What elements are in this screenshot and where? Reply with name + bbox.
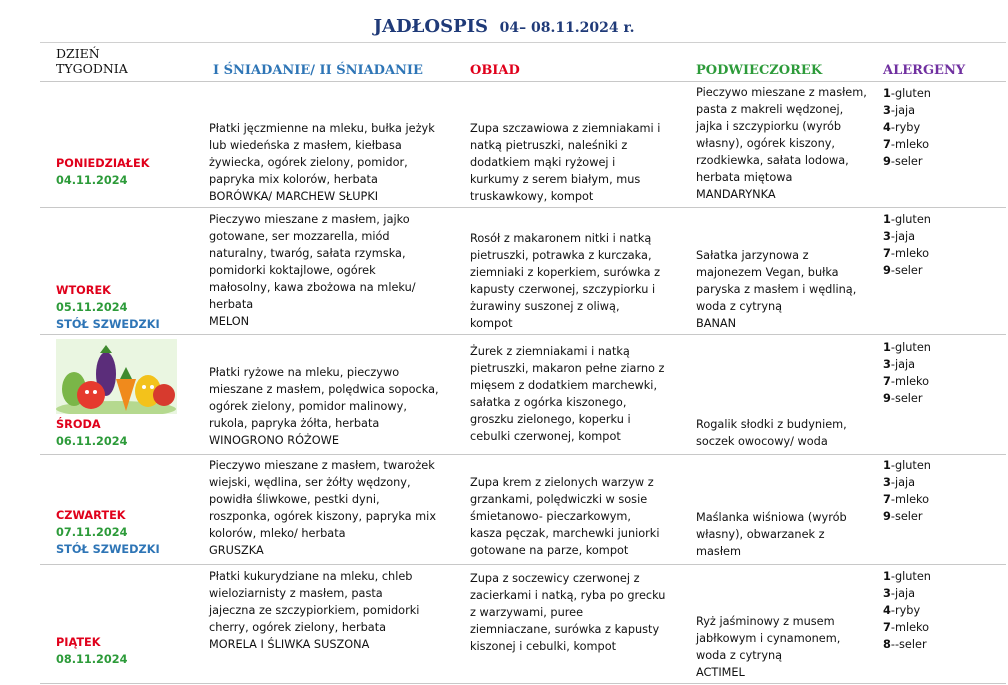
day-name: CZWARTEK <box>56 509 126 522</box>
snack-cell-line: własny), ogórek kiszony, <box>696 137 836 150</box>
allergen-name: -mleko <box>890 138 930 151</box>
breakfast-cell <box>209 211 416 330</box>
day-date: 08.11.2024 <box>56 653 128 666</box>
day-row-tuesday <box>40 208 1006 335</box>
allergen-name: -jaja <box>890 587 916 600</box>
lunch-cell-line: kapusty czerwonej, szczypiorku i <box>470 283 656 296</box>
allergen-item <box>883 373 931 390</box>
lunch-cell-line: kompot <box>470 317 513 330</box>
day-name: WTOREK <box>56 284 111 297</box>
lunch-cell <box>470 230 660 332</box>
allergen-item <box>883 339 931 356</box>
table-header <box>40 42 1006 82</box>
day-date: 06.11.2024 <box>56 435 128 448</box>
allergen-item <box>883 585 931 602</box>
allergen-item <box>883 85 931 102</box>
breakfast-cell-line: herbata <box>209 298 254 311</box>
header-day-line1: DZIEŃ <box>56 46 100 61</box>
breakfast-cell-line: MELON <box>209 315 250 328</box>
lunch-cell-line: cebulki czerwonej, kompot <box>470 430 621 443</box>
breakfast-cell-line: cherry, ogórek zielony, herbata <box>209 621 387 634</box>
lunch-cell-line: grzankami, polędwiczki w sosie <box>470 493 648 506</box>
allergen-number: 8 <box>883 638 891 651</box>
breakfast-cell-line: małosolny, kawa zbożowa na mleku/ <box>209 281 416 294</box>
allergen-name: -jaja <box>890 230 916 243</box>
snack-cell <box>696 247 856 332</box>
allergen-name: -seler <box>890 155 923 168</box>
snack-cell-line: soczek owocowy/ woda <box>696 435 828 448</box>
lunch-cell-line: z warzywami, puree <box>470 606 584 619</box>
lunch-cell-line: Żurek z ziemniakami i natką <box>470 345 630 358</box>
snack-cell-line: jabłkowym i cynamonem, <box>696 632 841 645</box>
allergen-item <box>883 153 931 170</box>
snack-cell-line: ACTIMEL <box>696 666 745 679</box>
allergen-name: -jaja <box>890 476 916 489</box>
title-main: JADŁOSPIS <box>373 16 489 37</box>
allergen-number: 3 <box>883 476 891 489</box>
lunch-cell-line: dodatkiem mąki ryżowej i <box>470 156 616 169</box>
allergen-number: 7 <box>883 375 891 388</box>
allergen-name: -mleko <box>890 493 930 506</box>
snack-cell <box>696 416 847 450</box>
day-label <box>56 416 127 450</box>
allergen-name: -seler <box>890 510 923 523</box>
allergen-name: -jaja <box>890 104 916 117</box>
allergen-number: 9 <box>883 155 891 168</box>
allergen-name: -gluten <box>890 213 931 226</box>
breakfast-cell-line: kolorów, mleko/ herbata <box>209 527 346 540</box>
allergen-name: -ryby <box>890 121 921 134</box>
breakfast-cell-line: MORELA I ŚLIWKA SUSZONA <box>209 638 370 651</box>
breakfast-cell-line: rukola, papryka żółta, herbata <box>209 417 380 430</box>
lunch-cell-line: groszku zielonego, koperku i <box>470 413 631 426</box>
breakfast-cell-line: Pieczywo mieszane z masłem, jajko <box>209 213 410 226</box>
breakfast-cell-line: papryka mix kolorów, herbata <box>209 173 378 186</box>
lunch-cell-line: kiszonej i cebulki, kompot <box>470 640 617 653</box>
breakfast-cell-line: pomidorki koktajlowe, ogórek <box>209 264 376 277</box>
lunch-cell-line: pietruszki, makaron pełne ziarno z <box>470 362 665 375</box>
day-name: PONIEDZIAŁEK <box>56 157 150 170</box>
snack-cell-line: MANDARYNKA <box>696 188 776 201</box>
breakfast-cell-line: Płatki kukurydziane na mleku, chleb <box>209 570 413 583</box>
day-label <box>56 155 150 189</box>
allergen-item <box>883 262 931 279</box>
day-note: STÓŁ SZWEDZKI <box>56 543 160 556</box>
menu-title <box>0 16 1008 37</box>
lunch-cell-line: Zupa z soczewicy czerwonej z <box>470 572 640 585</box>
lunch-cell-line: natką pietruszki, naleśniki z <box>470 139 628 152</box>
allergens-cell <box>883 211 931 279</box>
day-date: 04.11.2024 <box>56 174 128 187</box>
breakfast-cell-line: Płatki jęczmienne na mleku, bułka jeżyk <box>209 122 435 135</box>
lunch-cell-line: Zupa krem z zielonych warzyw z <box>470 476 654 489</box>
allergen-name: -gluten <box>890 459 931 472</box>
allergen-number: 7 <box>883 621 891 634</box>
snack-cell-line: rzodkiewka, sałata lodowa, <box>696 154 849 167</box>
breakfast-cell <box>209 568 419 653</box>
lunch-cell <box>470 120 660 205</box>
breakfast-cell-line: wieloziarnisty z masłem, pasta <box>209 587 383 600</box>
allergens-cell <box>883 568 931 653</box>
allergen-number: 4 <box>883 121 891 134</box>
breakfast-cell-line: żywiecka, ogórek zielony, pomidor, <box>209 156 408 169</box>
lunch-cell-line: Rosół z makaronem nitki i natką <box>470 232 652 245</box>
snack-cell-line: BANAN <box>696 317 737 330</box>
snack-cell-line: Sałatka jarzynowa z <box>696 249 809 262</box>
allergen-name: -jaja <box>890 358 916 371</box>
breakfast-cell-line: GRUSZKA <box>209 544 264 557</box>
allergen-item <box>883 474 931 491</box>
allergen-item <box>883 102 931 119</box>
allergen-number: 1 <box>883 570 891 583</box>
allergen-number: 9 <box>883 392 891 405</box>
breakfast-cell-line: gotowane, ser mozzarella, miód <box>209 230 390 243</box>
lunch-cell-line: sałatka z ogórka kiszonego, <box>470 396 627 409</box>
allergen-number: 1 <box>883 213 891 226</box>
breakfast-cell-line: powidła śliwkowe, pestki dyni, <box>209 493 380 506</box>
lunch-cell-line: ziemniaczane, surówka z kapusty <box>470 623 660 636</box>
allergen-item <box>883 568 931 585</box>
day-date: 05.11.2024 <box>56 301 128 314</box>
allergen-number: 1 <box>883 87 891 100</box>
day-label <box>56 282 160 333</box>
allergen-name: -mleko <box>890 247 930 260</box>
header-day <box>56 46 128 76</box>
breakfast-cell-line: Płatki ryżowe na mleku, pieczywo <box>209 366 400 379</box>
lunch-cell-line: kurkumy z serem białym, mus <box>470 173 641 186</box>
tomato-icon <box>77 381 105 409</box>
header-breakfast: I ŚNIADANIE/ II ŚNIADANIE <box>213 63 423 78</box>
breakfast-cell-line: jajeczna ze szczypiorkiem, pomidorki <box>209 604 420 617</box>
header-day-line2: TYGODNIA <box>56 61 128 76</box>
allergen-item <box>883 508 931 525</box>
allergen-item <box>883 119 931 136</box>
allergen-item <box>883 211 931 228</box>
snack-cell <box>696 613 840 681</box>
allergen-item <box>883 636 931 653</box>
allergen-number: 7 <box>883 247 891 260</box>
breakfast-cell-line: roszponka, ogórek kiszony, papryka mix <box>209 510 437 523</box>
snack-cell-line: paryska z masłem i wędliną, <box>696 283 857 296</box>
allergen-number: 3 <box>883 358 891 371</box>
allergen-name: -mleko <box>890 375 930 388</box>
breakfast-cell-line: naturalny, twaróg, sałata rzymska, <box>209 247 406 260</box>
snack-cell-line: pasta z makreli wędzonej, <box>696 103 844 116</box>
snack-cell-line: jajka i szczypiorku (wyrób <box>696 120 842 133</box>
snack-cell-line: Ryż jaśminowy z musem <box>696 615 835 628</box>
allergen-number: 7 <box>883 138 891 151</box>
allergen-number: 3 <box>883 587 891 600</box>
lunch-cell-line: gotowane na parze, kompot <box>470 544 629 557</box>
allergen-number: 4 <box>883 604 891 617</box>
allergen-number: 1 <box>883 459 891 472</box>
snack-cell <box>696 84 867 203</box>
allergen-name: -seler <box>890 392 923 405</box>
vegetables-illustration <box>56 339 177 414</box>
allergen-name: -gluten <box>890 570 931 583</box>
header-snack: PODWIECZOREK <box>696 63 823 78</box>
allergen-name: -gluten <box>890 341 931 354</box>
snack-cell-line: herbata miętowa <box>696 171 793 184</box>
lunch-cell-line: śmietanowo- pieczarkowym, <box>470 510 631 523</box>
allergen-item <box>883 136 931 153</box>
breakfast-cell-line: lub wiedeńska z masłem, kiełbasa <box>209 139 402 152</box>
breakfast-cell-line: wiejski, wędlina, ser żółty wędzony, <box>209 476 411 489</box>
allergen-number: 9 <box>883 510 891 523</box>
header-allergens: ALERGENY <box>883 63 966 78</box>
day-name: ŚRODA <box>56 418 101 431</box>
lunch-cell-line: pietruszki, potrawka z kurczaka, <box>470 249 652 262</box>
allergen-name: -mleko <box>890 621 930 634</box>
day-note: STÓŁ SZWEDZKI <box>56 318 160 331</box>
lunch-cell-line: truskawkowy, kompot <box>470 190 594 203</box>
breakfast-cell <box>209 364 439 449</box>
lunch-cell <box>470 474 660 559</box>
snack-cell-line: własny), obwarzanek z <box>696 528 825 541</box>
allergen-item <box>883 356 931 373</box>
breakfast-cell <box>209 457 436 559</box>
allergen-item <box>883 602 931 619</box>
snack-cell-line: Pieczywo mieszane z masłem, <box>696 86 867 99</box>
allergen-item <box>883 491 931 508</box>
allergen-item <box>883 619 931 636</box>
allergen-number: 3 <box>883 104 891 117</box>
snack-cell-line: majonezem Vegan, bułka <box>696 266 839 279</box>
snack-cell-line: Maślanka wiśniowa (wyrób <box>696 511 847 524</box>
allergens-cell <box>883 85 931 170</box>
snack-cell-line: Rogalik słodki z budyniem, <box>696 418 847 431</box>
day-date: 07.11.2024 <box>56 526 128 539</box>
day-row-friday <box>40 565 1006 684</box>
allergens-cell <box>883 457 931 525</box>
allergen-number: 3 <box>883 230 891 243</box>
allergen-name: --seler <box>890 638 927 651</box>
breakfast-cell-line: BORÓWKA/ MARCHEW SŁUPKI <box>209 190 379 203</box>
day-label <box>56 634 127 668</box>
breakfast-cell-line: Pieczywo mieszane z masłem, twarożek <box>209 459 435 472</box>
title-dates: 04– 08.11.2024 r. <box>499 20 635 36</box>
day-row-thursday <box>40 455 1006 565</box>
lunch-cell <box>470 343 665 445</box>
lunch-cell-line: żurawiny suszonej z oliwą, <box>470 300 620 313</box>
allergens-cell <box>883 339 931 407</box>
lunch-cell-line: zacierkami i natką, ryba po grecku <box>470 589 666 602</box>
lunch-cell-line: mięsem z dodatkiem marchewki, <box>470 379 658 392</box>
day-label <box>56 507 160 558</box>
snack-cell <box>696 509 847 560</box>
breakfast-cell-line: mieszane z masłem, polędwica sopocka, <box>209 383 439 396</box>
snack-cell-line: woda z cytryną <box>696 649 783 662</box>
snack-cell-line: masłem <box>696 545 741 558</box>
lunch-cell-line: Zupa szczawiowa z ziemniakami i <box>470 122 661 135</box>
header-lunch: OBIAD <box>470 63 520 78</box>
lunch-cell-line: ziemniaki z koperkiem, surówka z <box>470 266 661 279</box>
allergen-name: -ryby <box>890 604 921 617</box>
lunch-cell <box>470 570 665 655</box>
breakfast-cell-line: WINOGRONO RÓŻOWE <box>209 434 339 447</box>
day-row-monday <box>40 81 1006 208</box>
lunch-cell-line: kasza pęczak, marchewki juniorki <box>470 527 660 540</box>
allergen-number: 7 <box>883 493 891 506</box>
allergen-item <box>883 228 931 245</box>
allergen-name: -gluten <box>890 87 931 100</box>
snack-cell-line: woda z cytryną <box>696 300 783 313</box>
breakfast-cell <box>209 120 435 205</box>
allergen-item <box>883 245 931 262</box>
day-name: PIĄTEK <box>56 636 101 649</box>
breakfast-cell-line: ogórek zielony, pomidor malinowy, <box>209 400 407 413</box>
allergen-number: 9 <box>883 264 891 277</box>
allergen-item <box>883 457 931 474</box>
allergen-name: -seler <box>890 264 923 277</box>
allergen-number: 1 <box>883 341 891 354</box>
day-row-wednesday <box>40 335 1006 455</box>
allergen-item <box>883 390 931 407</box>
